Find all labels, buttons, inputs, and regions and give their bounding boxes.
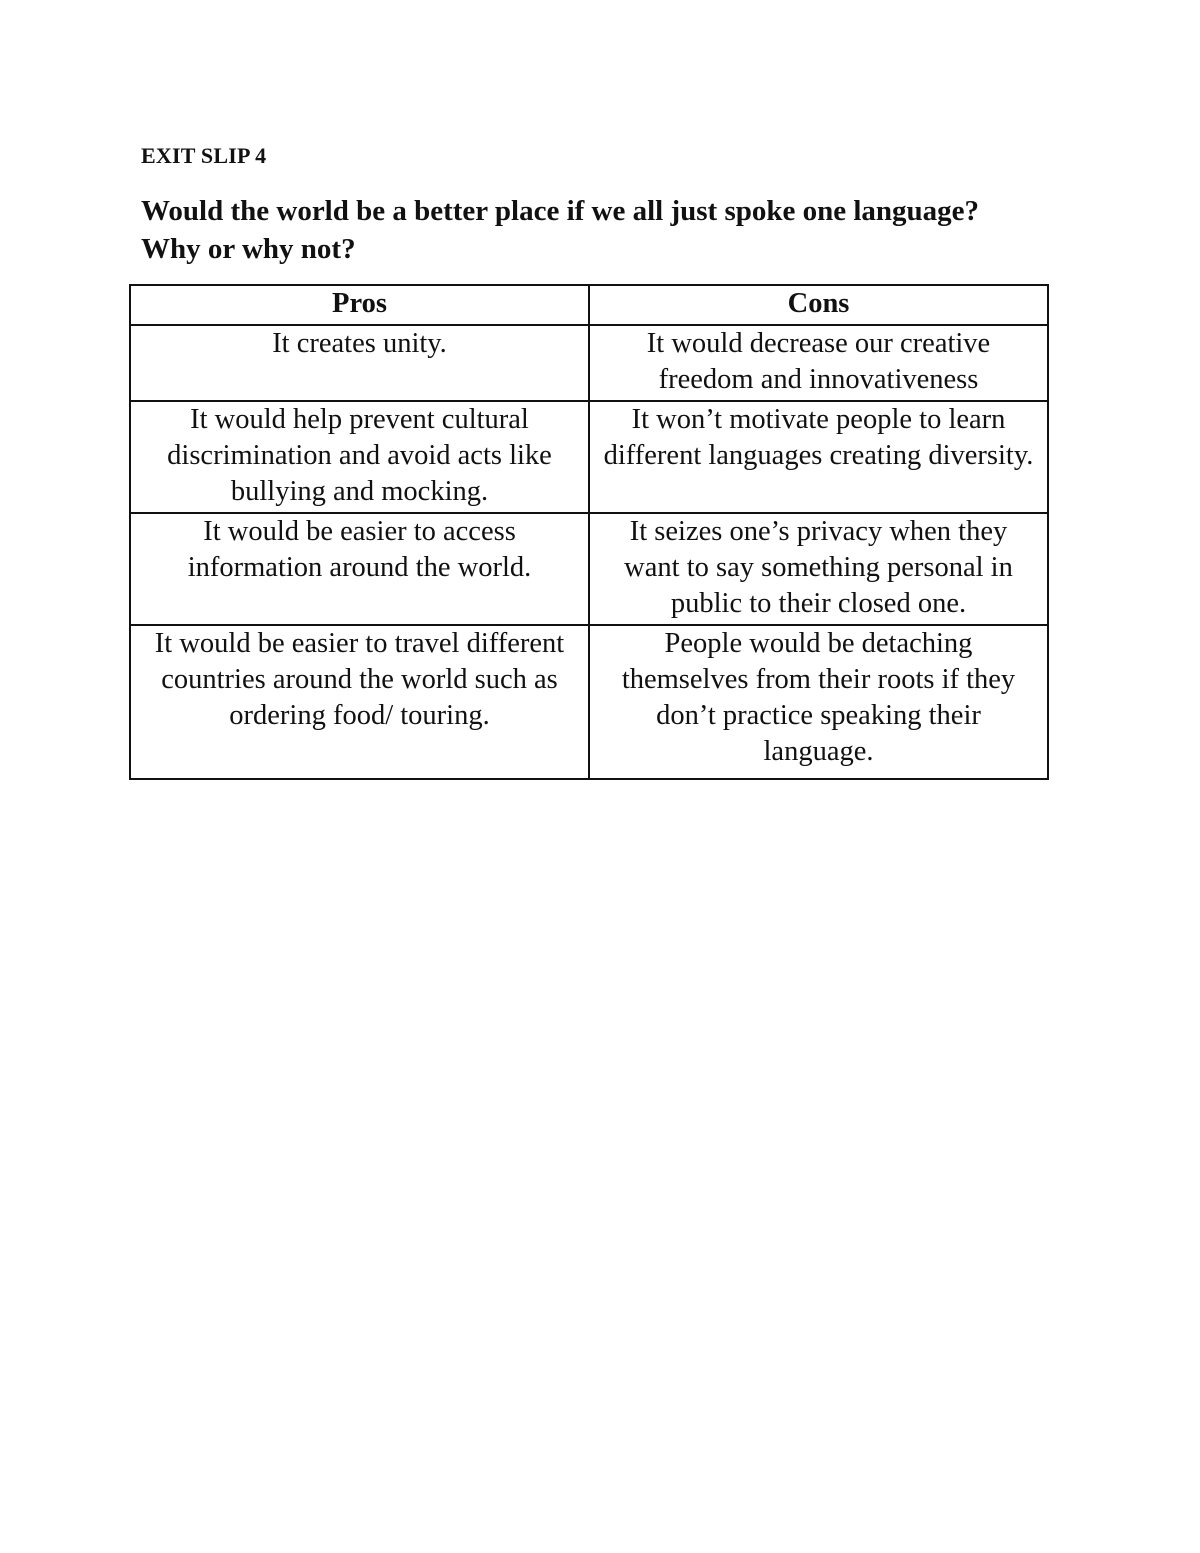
question-line-2: Why or why not?	[141, 233, 356, 265]
cons-column-header: Cons	[589, 285, 1048, 325]
cons-cell: People would be detaching themselves from their roots if they don’t practice speaking their language.	[589, 625, 1048, 779]
exit-slip-heading: EXIT SLIP 4	[141, 143, 267, 168]
table-row	[130, 401, 1048, 513]
table-header-row	[130, 285, 1048, 325]
pros-cell: It creates unity.	[130, 325, 589, 401]
cons-cell: It seizes one’s privacy when they want to say something personal in public to their closed one.	[589, 513, 1048, 625]
cons-cell: It would decrease our creative freedom and innovativeness	[589, 325, 1048, 401]
pros-cell: It would help prevent cultural discrimination and avoid acts like bullying and mocking.	[130, 401, 589, 513]
question-line-1: Would the world be a better place if we all just spoke one language?	[141, 195, 980, 227]
table-row	[130, 325, 1048, 401]
question-prompt	[141, 192, 1081, 268]
pros-cons-table	[129, 284, 1049, 780]
pros-column-header: Pros	[130, 285, 589, 325]
table-row	[130, 625, 1048, 779]
cons-cell: It won’t motivate people to learn different languages creating diversity.	[589, 401, 1048, 513]
pros-cell: It would be easier to travel different countries around the world such as ordering food/ touring.	[130, 625, 589, 779]
table-row	[130, 513, 1048, 625]
pros-cell: It would be easier to access information around the world.	[130, 513, 589, 625]
